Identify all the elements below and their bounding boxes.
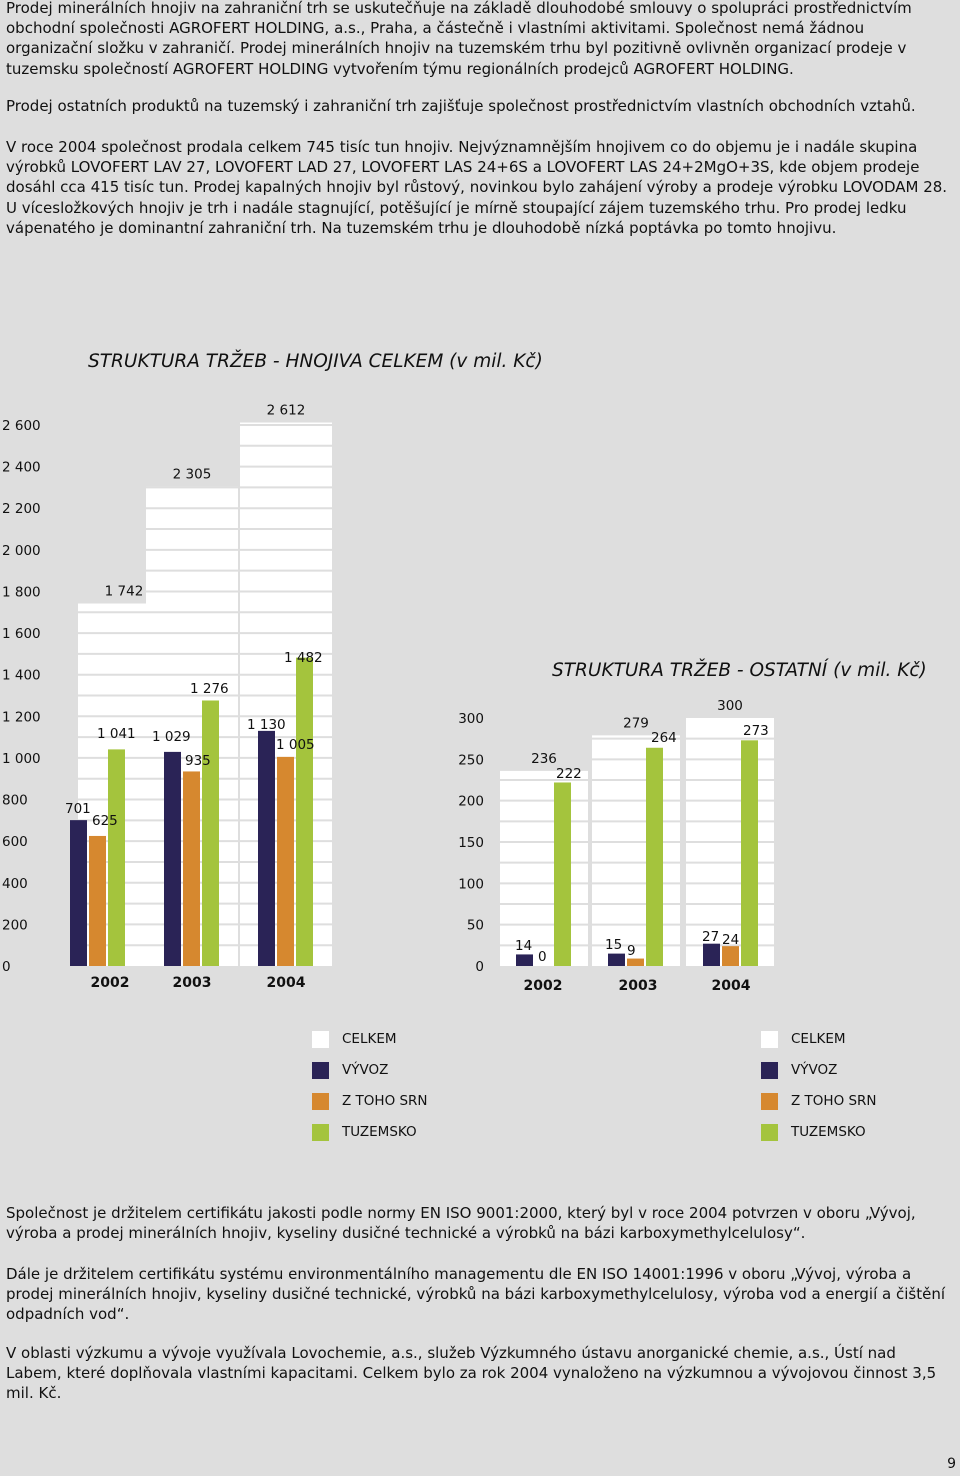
bar-tuzemsko bbox=[646, 748, 663, 966]
legend-label: Z TOHO SRN bbox=[791, 1093, 877, 1109]
bar-tuzemsko bbox=[108, 749, 125, 966]
bar-tuzemsko bbox=[296, 658, 313, 966]
bar-tuzemsko bbox=[202, 700, 219, 966]
data-label-z-toho-srn: 9 bbox=[627, 943, 636, 959]
legend-label: CELKEM bbox=[791, 1031, 846, 1047]
bar-vyvoz bbox=[516, 954, 533, 966]
legend-other bbox=[761, 1031, 921, 1151]
data-label-z-toho-srn: 625 bbox=[92, 813, 118, 829]
y-tick-label: 250 bbox=[458, 752, 484, 769]
legend-label: VÝVOZ bbox=[791, 1062, 838, 1078]
x-category-label: 2004 bbox=[711, 978, 751, 994]
legend-swatch bbox=[761, 1124, 778, 1141]
legend-label: TUZEMSKO bbox=[791, 1124, 866, 1140]
legend-swatch bbox=[761, 1093, 778, 1110]
bar-z-toho-srn bbox=[277, 757, 294, 966]
chart-title-other: STRUKTURA TRŽEB - OSTATNÍ (v mil. Kč) bbox=[552, 660, 927, 681]
y-tick-label: 100 bbox=[458, 876, 484, 893]
bar-tuzemsko bbox=[554, 782, 571, 966]
y-tick-label: 50 bbox=[466, 917, 484, 934]
x-category-label: 2004 bbox=[266, 975, 306, 991]
data-label-vyvoz: 27 bbox=[702, 929, 720, 945]
data-label-vyvoz: 1 029 bbox=[152, 729, 191, 745]
y-tick-label: 0 bbox=[2, 959, 11, 975]
legend-swatch bbox=[312, 1031, 329, 1048]
bar-z-toho-srn bbox=[183, 771, 200, 966]
bar-tuzemsko bbox=[741, 740, 758, 966]
bar-vyvoz bbox=[608, 954, 625, 966]
chart-title-fertilizers: STRUKTURA TRŽEB - HNOJIVA CELKEM (v mil. Kč) bbox=[88, 351, 543, 372]
outro-paragraph-iso9001: Společnost je držitelem certifikátu jakosti podle normy EN ISO 9001:2000, který byl v roce 2004 potvrzen v oboru „Vývoj, výroba a prodej minerálních hnojiv, kyseliny dusičné technické a výrobků na bázi karboxymethylcelulosy“. bbox=[6, 1204, 916, 1243]
x-category-label: 2002 bbox=[523, 978, 563, 994]
y-tick-label: 200 bbox=[2, 917, 28, 934]
y-tick-label: 600 bbox=[2, 834, 28, 851]
data-label-vyvoz: 15 bbox=[605, 937, 623, 953]
data-label-tuzemsko: 1 482 bbox=[284, 650, 323, 666]
data-label-tuzemsko: 1 041 bbox=[97, 726, 136, 742]
legend-label: Z TOHO SRN bbox=[342, 1093, 428, 1109]
data-label-tuzemsko: 273 bbox=[743, 723, 769, 739]
y-tick-label: 1 400 bbox=[2, 667, 41, 684]
chart-fertilizers-total bbox=[2, 403, 332, 991]
data-label-tuzemsko: 222 bbox=[556, 766, 582, 782]
y-tick-label: 2 200 bbox=[2, 501, 41, 518]
y-tick-label: 0 bbox=[475, 959, 484, 975]
x-category-label: 2003 bbox=[172, 975, 212, 991]
y-tick-label: 2 000 bbox=[2, 542, 41, 559]
x-category-label: 2002 bbox=[90, 975, 130, 991]
y-tick-label: 300 bbox=[458, 711, 484, 727]
legend-fertilizers bbox=[312, 1031, 472, 1151]
legend-label: VÝVOZ bbox=[342, 1062, 389, 1078]
intro-paragraph-1: Prodej minerálních hnojiv na zahraniční trh se uskutečňuje na základě dlouhodobé smlouvy o spolupráci prostřednictvím obchodní společnosti AGROFERT HOLDING, a.s., Praha, a částečně i vlastními aktivitami. Společnost nemá žádnou organizační složku v zahraničí. Prodej minerálních hnojiv na tuzemském trhu byl pozitivně ovlivněn organizací prodeje v tuzemsku společností AGROFERT HOLDING vytvořením týmu regionálních prodejců AGROFERT HOLDING. bbox=[6, 0, 912, 78]
data-label-z-toho-srn: 24 bbox=[722, 932, 740, 948]
bar-vyvoz bbox=[258, 731, 275, 966]
data-label-vyvoz: 701 bbox=[65, 801, 91, 817]
chart-other-products bbox=[458, 698, 774, 994]
data-label-celkem: 279 bbox=[623, 715, 649, 732]
intro-paragraph-3: V roce 2004 společnost prodala celkem 745 tisíc tun hnojiv. Nejvýznamnějším hnojivem co do objemu je i nadále skupina výrobků LOVOFERT LAV 27, LOVOFERT LAD 27, LOVOFERT LAS 24+6S a LOVOFERT LAS 24+2MgO+3S, kde objem prodeje dosáhl cca 415 tisíc tun. Prodej kapalných hnojiv byl růstový, novinkou bylo zahájení výroby a prodeje výrobku LOVODAM 28. U vícesložkových hnojiv je trh i nadále stagnující, potěšující je mírně stoupající zájem tuzemského trhu. Pro prodej ledku vápenatého je dominantní zahraniční trh. Na tuzemském trhu je dlouhodobě nízká poptávka po tomto hnojivu. bbox=[6, 138, 948, 237]
y-tick-label: 800 bbox=[2, 792, 28, 809]
data-label-celkem: 236 bbox=[531, 750, 557, 767]
legend-swatch bbox=[761, 1031, 778, 1048]
legend-swatch bbox=[312, 1124, 329, 1141]
bar-vyvoz bbox=[164, 752, 181, 966]
y-tick-label: 150 bbox=[458, 835, 484, 851]
legend-swatch bbox=[312, 1062, 329, 1079]
data-label-celkem: 2 612 bbox=[266, 402, 306, 419]
y-tick-label: 1 800 bbox=[2, 584, 41, 601]
page-number: 9 bbox=[947, 1456, 956, 1472]
bar-celkem bbox=[592, 735, 680, 966]
y-tick-label: 2 400 bbox=[2, 459, 41, 476]
bar-vyvoz bbox=[703, 944, 720, 966]
bar-z-toho-srn bbox=[89, 836, 106, 966]
y-tick-label: 1 200 bbox=[2, 709, 41, 726]
outro-paragraph-iso14001: Dále je držitelem certifikátu systému environmentálního managementu dle EN ISO 14001:1996 v oboru „Vývoj, výroba a prodej minerálních hnojiv, kyseliny dusičné technické, výrobků na bázi karboxymethylcelulosy, výroba vod a energií a čištění odpadních vod“. bbox=[6, 1265, 945, 1324]
data-label-celkem: 2 305 bbox=[172, 466, 212, 483]
data-label-celkem: 1 742 bbox=[104, 583, 144, 600]
data-label-celkem: 300 bbox=[717, 698, 743, 714]
data-label-tuzemsko: 1 276 bbox=[190, 681, 229, 697]
data-label-z-toho-srn: 935 bbox=[185, 753, 211, 769]
legend-label: TUZEMSKO bbox=[342, 1124, 417, 1140]
y-tick-label: 1 000 bbox=[2, 750, 41, 767]
bar-vyvoz bbox=[70, 820, 87, 966]
bar-z-toho-srn bbox=[722, 946, 739, 966]
y-tick-label: 2 600 bbox=[2, 418, 41, 434]
intro-paragraph-2: Prodej ostatních produktů na tuzemský i zahraniční trh zajišťuje společnost prostřednictvím vlastních obchodních vztahů. bbox=[6, 97, 916, 115]
data-label-vyvoz: 1 130 bbox=[247, 717, 286, 733]
legend-swatch bbox=[312, 1093, 329, 1110]
data-label-tuzemsko: 264 bbox=[651, 730, 677, 746]
x-category-label: 2003 bbox=[618, 978, 658, 994]
y-tick-label: 400 bbox=[2, 875, 28, 892]
legend-label: CELKEM bbox=[342, 1031, 397, 1047]
y-tick-label: 200 bbox=[458, 793, 484, 810]
legend-swatch bbox=[761, 1062, 778, 1079]
y-tick-label: 1 600 bbox=[2, 626, 41, 643]
data-label-z-toho-srn: 1 005 bbox=[276, 737, 315, 753]
data-label-vyvoz: 14 bbox=[515, 938, 533, 954]
bar-z-toho-srn bbox=[627, 959, 644, 966]
data-label-z-toho-srn: 0 bbox=[538, 949, 547, 965]
outro-paragraph-research: V oblasti výzkumu a vývoje využívala Lovochemie, a.s., služeb Výzkumného ústavu anorganické chemie, a.s., Ústí nad Labem, které doplňovala vlastními kapacitami. Celkem bylo za rok 2004 vynaloženo na výzkumnou a vývojovou činnost 3,5 mil. Kč. bbox=[6, 1344, 937, 1403]
